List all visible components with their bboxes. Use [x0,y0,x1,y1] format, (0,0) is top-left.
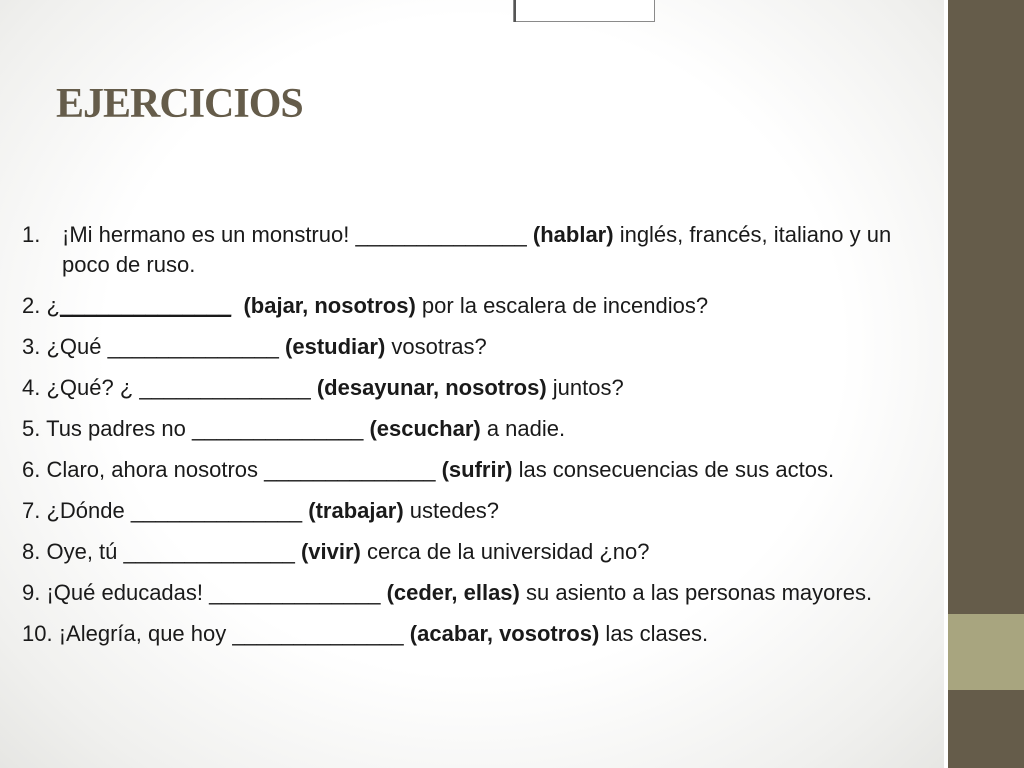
answer-blank: ______________ [123,539,295,564]
verb-hint: (estudiar) [285,334,386,359]
exercise-item-2: 2. ¿______________ (bajar, nosotros) por la escalera de incendios? [22,293,709,318]
exercise-number: 6. [22,457,41,482]
exercise-number: 3. [22,334,41,359]
exercise-number: 1. [22,222,41,247]
exercise-list [22,220,912,660]
verb-hint: (trabajar) [308,498,404,523]
verb-hint: (sufrir) [441,457,513,482]
exercise-item-5: 5. Tus padres no ______________ (escuchar) a nadie. [22,416,566,441]
exercise-item-10: 10. ¡Alegría, que hoy ______________ (acabar, vosotros) las clases. [22,621,709,646]
answer-blank: ______________ [209,580,381,605]
answer-blank: ______________ [107,334,279,359]
side-bar-accent [948,614,1024,690]
answer-blank: ______________ [264,457,436,482]
verb-hint: (ceder, ellas) [386,580,520,605]
exercise-item-8: 8. Oye, tú ______________ (vivir) cerca de la universidad ¿no? [22,539,650,564]
answer-blank: ______________ [130,498,303,523]
answer-blank: ______________ [232,621,404,646]
exercise-item-9: 9. ¡Qué educadas! ______________ (ceder, ellas) su asiento a las personas mayores. [22,580,873,605]
verb-hint: (escuchar) [369,416,481,441]
verb-hint: (hablar) [532,222,614,247]
exercise-item-6: 6. Claro, ahora nosotros ______________ (sufrir) las consecuencias de sus actos. [22,457,835,482]
answer-blank: ______________ [59,293,232,318]
verb-hint: (desayunar, nosotros) [316,375,547,400]
exercise-number: 7. [22,498,41,523]
page-title: EJERCICIOS [56,81,303,127]
answer-blank: ______________ [355,222,527,247]
exercise-number: 8. [22,539,41,564]
exercise-text: ¡Mi hermano es un monstruo! ______________ (hablar) inglés, francés, italiano y un poco de ruso. [62,222,892,277]
side-bar-top [948,0,1024,614]
side-bar-bottom [948,690,1024,768]
verb-hint: (acabar, vosotros) [409,621,600,646]
answer-blank: ______________ [192,416,364,441]
exercise-item-3: 3. ¿Qué ______________ (estudiar) vosotras? [22,334,487,359]
verb-hint: (bajar, nosotros) [243,293,416,318]
verb-hint: (vivir) [300,539,361,564]
exercise-item-4: 4. ¿Qué? ¿ ______________ (desayunar, nosotros) juntos? [22,375,624,400]
exercise-number: 9. [22,580,41,605]
exercise-number: 5. [22,416,41,441]
answer-blank: ______________ [139,375,311,400]
exercise-number: 4. [22,375,41,400]
exercise-item-1 [22,220,912,280]
top-empty-box [513,0,655,22]
exercise-number: 10. [22,621,53,646]
exercise-number: 2. [22,293,41,318]
exercise-item-7: 7. ¿Dónde ______________ (trabajar) ustedes? [22,498,500,523]
